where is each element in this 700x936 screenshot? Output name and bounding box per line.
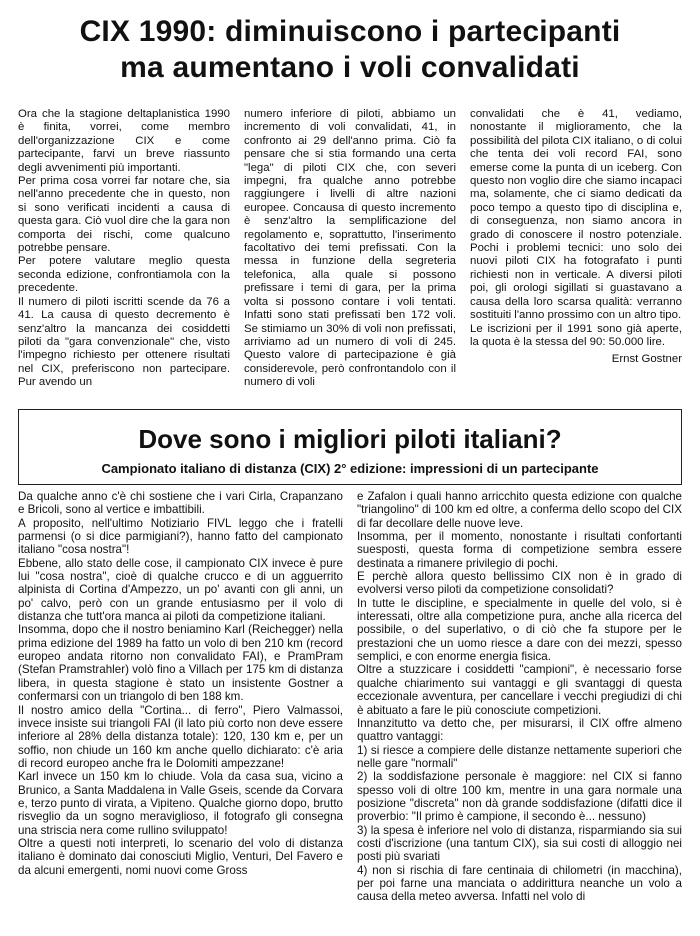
article-1-title <box>0 14 700 86</box>
article-2-column-1 <box>18 490 343 934</box>
article-2-body <box>18 490 682 934</box>
paragraph: Karl invece un 150 km lo chiude. Vola da casa sua, vicino a Brunico, a Santa Maddalena in Valle Gseis, scende da Corvara e, terzo punto di virata, a Vipiteno. Qualche giorno dopo, brutto risveglio da un sogno meraviglioso, il fotografo gli consegna una striscia nera come rullino sviluppato! <box>18 770 343 837</box>
list-item: 1) si riesce a compiere delle distanze nettamente superiori che nelle gare "normali" <box>357 743 682 770</box>
paragraph: convalidati che è 41, vediamo, nonostante il miglioramento, che la possibilità del pilota CIX italiano, o di colui che tenta dei voli record FAI, sono emerse come la punta di un iceberg. Con questo non voglio dire che siamo incapaci ma, solamente, che ci siamo dedicati da poco tempo a questo tipo di disciplina e, di conseguenza, non siamo ancora in grado di conoscere il nostro potenziale. Pochi i problemi tecnici: uno solo dei nuovi piloti CIX ha fotografato i punti richiesti non in verticale. A diversi piloti poi, gli orologi sigillati si guastavano a causa della loro scarsa qualità: verranno sostituiti l'anno prossimo con un altro tipo. <box>470 108 682 322</box>
article-2-title: Dove sono i migliori piloti italiani? <box>138 424 562 454</box>
article-1-body <box>18 108 682 408</box>
paragraph: Oltre a stuzzicare i cosiddetti "campioni", è necessario forse qualche chiarimento sui vantaggi e gli svantaggi di questa eccezionale avventura, per cancellare i vecchi pregiudizi di chi è abituato a fare le più conosciute competizioni. <box>357 663 682 717</box>
paragraph: A proposito, nell'ultimo Notiziario FIVL leggo che i fratelli parmensi (o si dice parmigiani?), hanno fatto del campionato italiano "cosa nostra"! <box>18 516 343 557</box>
article-1-column-2 <box>244 108 456 408</box>
list-item: 3) la spesa è inferiore nel volo di distanza, risparmiando sia sui costi d'iscrizione (una tantum CIX), sia sui costi di alloggio nei posti più svariati <box>357 823 682 864</box>
article-2-header-box <box>18 409 682 485</box>
paragraph: e Zafalon i quali hanno arricchito questa edizione con qualche "triangolino" di 100 km ed oltre, a conferma dello scopo del CIX di far decollare delle nuove leve. <box>357 490 682 530</box>
article-1-title-line-2: ma aumentano i voli convalidati <box>120 51 580 84</box>
article-2-subtitle: Campionato italiano di distanza (CIX) 2° edizione: impressioni di un partecipante <box>101 461 599 476</box>
article-1-column-3 <box>470 108 682 408</box>
paragraph: Insomma, dopo che il nostro beniamino Karl (Reichegger) nella prima edizione del 1989 ha fatto un volo di ben 210 km (record europeo andata ritorno non convalidato FAI), e PramPram (Stefan Pramstrahler) volò fino a Villach per 175 km di distanza libera, in questa stagione è stato un insistente Gostner a confermarsi con un triangolo di ben 188 km. <box>18 623 343 704</box>
paragraph: Oltre a questi noti interpreti, lo scenario del volo di distanza italiano è dominato dai conosciuti Miglio, Venturi, Del Favero e da alcuni emergenti, nomi nuovi come Gross <box>18 836 343 877</box>
paragraph: E perchè allora questo bellissimo CIX non è in grado di evolversi verso piloti da competizione consolidati? <box>357 570 682 597</box>
paragraph: Ebbene, allo stato delle cose, il campionato CIX invece è pure lui "cosa nostra", cioè di qualche crucco e di un agguerrito alpinista di Cortina d'Ampezzo, un po' avanti con gli anni, un po' calvo, però con un grande entusiasmo per il volo di distanza che tutt'ora manca ai piloti da competizione italiani. <box>18 556 343 624</box>
paragraph: Innanzitutto va detto che, per misurarsi, il CIX offre almeno quattro vantaggi: <box>357 716 682 744</box>
paragraph: Il nostro amico della "Cortina... di ferro", Piero Valmassoi, invece insiste sui triangoli FAI (il lato più corto non deve essere inferiore al 28% della distanza totale): 120, 130 km e, per un soffio, non chiude un 160 km anche quello dichiarato: c'è aria di record europeo anche fra le Dolomiti ampezzane! <box>18 703 343 770</box>
paragraph: In tutte le discipline, e specialmente in quelle del volo, si è interessati, oltre alla competizione pura, anche alla ricerca del possibile, o del superlativo, o di ciò che fa stupore per le prestazioni che un uomo riesce a dare con dei mezzi, spesso semplici, e con enorme energia fisica. <box>357 596 682 664</box>
paragraph: Per prima cosa vorrei far notare che, sia nell'anno precedente che in questo, non si sono verificati incidenti a causa di questa gara. Ciò vuol dire che la gara non comporta dei rischi, come qualcuno potrebbe pensare. <box>18 175 230 255</box>
paragraph: Insomma, per il momento, nonostante i risultati confortanti suesposti, questa forma di competizione sembra essere destinata a rimanere privilegio di pochi. <box>357 530 682 570</box>
paragraph: Il numero di piloti iscritti scende da 76 a 41. La causa di questo decremento è senz'altro la mancanza dei cosiddetti piloti da "gara convenzionale" che, visto l'impegno richiesto per ottenere risultati nel CIX, preferiscono non partecipare. Pur avendo un <box>18 295 230 389</box>
article-1-column-1 <box>18 108 230 408</box>
paragraph: numero inferiore di piloti, abbiamo un incremento di voli convalidati, 41, in confronto ai 29 dell'anno prima. Ciò fa pensare che si stia formando una certa "lega" di piloti CIX che, con severi impegni, fra qualche anno potrebbe raggiungere i livelli di altre nazioni europee. Concausa di questo incremento è senz'altro la semplificazione del regolamento e, soprattutto, l'inserimento facoltativo dei temi prefissati. Con la messa in funzione della segreteria telefonica, alla quale si possono prefissare i temi di gara, per la prima volta si possono contare i voli tentati. Infatti sono stati prefissati ben 172 voli. Se stimiamo un 30% di voli non prefissati, arriviamo ad un numero di voli di 245. Questo valore di partecipazione è già considerevole, però confrontandolo con il numero di voli <box>244 108 456 389</box>
article-1-title-line-1: CIX 1990: diminuiscono i partecipanti <box>79 15 621 48</box>
paragraph: Da qualche anno c'è chi sostiene che i vari Cirla, Crapanzano e Bricoli, sono al vertice e imbattibili. <box>18 490 343 517</box>
list-item: 4) non si rischia di fare centinaia di chilometri (in macchina), per poi farne una manciata o addirittura neanche un volo a causa della meteo avversa. Infatti nel volo di <box>357 863 682 904</box>
paragraph: Le iscrizioni per il 1991 sono già aperte, la quota è la stessa del 90: 50.000 lire. <box>470 322 682 348</box>
author-signature: Ernst Gostner <box>611 353 682 366</box>
article-2-column-2 <box>357 490 682 934</box>
list-item: 2) la soddisfazione personale è maggiore: nel CIX si fanno spesso voli di oltre 100 km, mentre in una gara normale una posizione "discreta" non dà grande soddisfazione (difatti dice il proverbio: "Il primo è campione, il secondo è... nessuno) <box>357 770 682 824</box>
paragraph: Ora che la stagione deltaplanistica 1990 è finita, vorrei, come membro dell'organizzazione CIX e come partecipante, farvi un breve riassunto degli avvenimenti più importanti. <box>18 108 230 174</box>
paragraph: Per potere valutare meglio questa seconda edizione, confrontiamola con la precedente. <box>18 255 230 295</box>
